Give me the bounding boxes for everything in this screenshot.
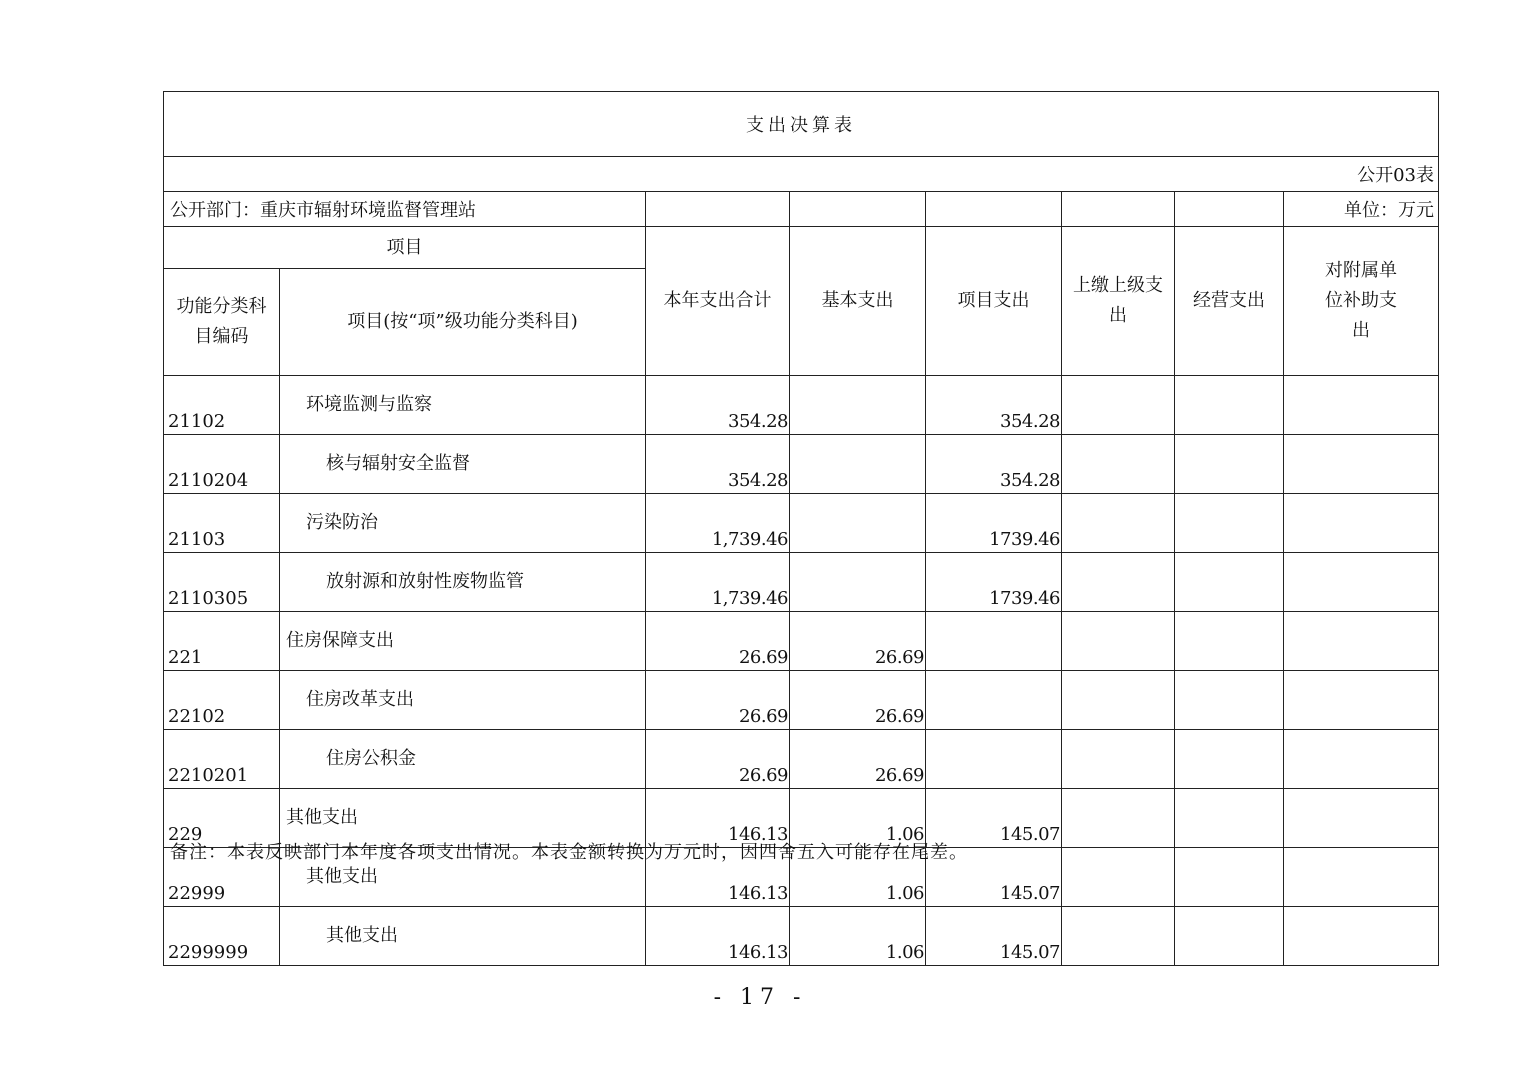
row-name: 污染防治	[280, 494, 646, 553]
row-project: 145.07	[926, 848, 1062, 907]
row-basic: 1.06	[790, 907, 926, 966]
row-project: 1739.46	[926, 553, 1062, 612]
expenditure-table	[163, 91, 1439, 966]
row-name: 环境监测与监察	[280, 376, 646, 435]
table-row	[164, 671, 1439, 730]
row-total: 1,739.46	[646, 494, 790, 553]
row-name: 放射源和放射性废物监管	[280, 553, 646, 612]
row-basic: 26.69	[790, 671, 926, 730]
row-business	[1175, 907, 1284, 966]
row-name: 住房公积金	[280, 730, 646, 789]
row-name: 住房保障支出	[280, 612, 646, 671]
row-subsidy	[1284, 789, 1439, 848]
meta-cell	[646, 192, 790, 227]
row-basic: 1.06	[790, 848, 926, 907]
row-name: 核与辐射安全监督	[280, 435, 646, 494]
row-basic	[790, 553, 926, 612]
row-project: 145.07	[926, 907, 1062, 966]
row-basic: 26.69	[790, 730, 926, 789]
row-code: 21102	[164, 376, 280, 435]
row-business	[1175, 671, 1284, 730]
header-item-group: 项目	[164, 227, 646, 269]
row-subsidy	[1284, 553, 1439, 612]
row-code: 22102	[164, 671, 280, 730]
header-project: 项目支出	[926, 227, 1062, 376]
row-total: 146.13	[646, 848, 790, 907]
row-total: 26.69	[646, 671, 790, 730]
row-subsidy	[1284, 376, 1439, 435]
row-business	[1175, 553, 1284, 612]
row-name: 其他支出	[280, 848, 646, 907]
row-project: 354.28	[926, 376, 1062, 435]
row-business	[1175, 730, 1284, 789]
table-row	[164, 612, 1439, 671]
table-row	[164, 907, 1439, 966]
table-row	[164, 730, 1439, 789]
meta-cell	[1062, 192, 1175, 227]
row-code: 22999	[164, 848, 280, 907]
row-project	[926, 612, 1062, 671]
table-row	[164, 376, 1439, 435]
row-name: 其他支出	[280, 789, 646, 848]
row-business	[1175, 612, 1284, 671]
row-basic	[790, 494, 926, 553]
table-row	[164, 553, 1439, 612]
row-remit	[1062, 435, 1175, 494]
row-remit	[1062, 612, 1175, 671]
row-subsidy	[1284, 612, 1439, 671]
row-basic	[790, 376, 926, 435]
row-code: 21103	[164, 494, 280, 553]
row-code: 229	[164, 789, 280, 848]
row-subsidy	[1284, 494, 1439, 553]
row-total: 1,739.46	[646, 553, 790, 612]
row-remit	[1062, 907, 1175, 966]
row-total: 26.69	[646, 612, 790, 671]
row-business	[1175, 789, 1284, 848]
row-project: 354.28	[926, 435, 1062, 494]
row-code: 2110305	[164, 553, 280, 612]
row-project: 145.07	[926, 789, 1062, 848]
row-subsidy	[1284, 671, 1439, 730]
header-business: 经营支出	[1175, 227, 1284, 376]
row-project	[926, 671, 1062, 730]
meta-cell	[926, 192, 1062, 227]
row-code: 221	[164, 612, 280, 671]
row-name: 其他支出	[280, 907, 646, 966]
row-business	[1175, 435, 1284, 494]
row-total: 354.28	[646, 376, 790, 435]
row-remit	[1062, 730, 1175, 789]
table-row	[164, 494, 1439, 553]
header-code: 功能分类科目编码	[164, 269, 280, 376]
row-remit	[1062, 494, 1175, 553]
row-code: 2299999	[164, 907, 280, 966]
row-subsidy	[1284, 907, 1439, 966]
row-remit	[1062, 376, 1175, 435]
row-basic	[790, 435, 926, 494]
row-total: 354.28	[646, 435, 790, 494]
header-name: 项目(按“项”级功能分类科目)	[280, 269, 646, 376]
row-name: 住房改革支出	[280, 671, 646, 730]
header-total: 本年支出合计	[646, 227, 790, 376]
row-project: 1739.46	[926, 494, 1062, 553]
row-total: 146.13	[646, 907, 790, 966]
table-row	[164, 435, 1439, 494]
row-basic: 26.69	[790, 612, 926, 671]
row-business	[1175, 494, 1284, 553]
meta-cell	[1175, 192, 1284, 227]
unit-label: 单位：万元	[1284, 192, 1439, 227]
row-business	[1175, 848, 1284, 907]
department-label: 公开部门：重庆市辐射环境监督管理站	[164, 192, 646, 227]
row-total: 146.13	[646, 789, 790, 848]
row-code: 2210201	[164, 730, 280, 789]
page-number: - 17 -	[713, 985, 807, 1010]
row-remit	[1062, 553, 1175, 612]
header-subsidy: 对附属单位补助支出	[1284, 227, 1439, 376]
header-basic: 基本支出	[790, 227, 926, 376]
row-basic: 1.06	[790, 789, 926, 848]
row-remit	[1062, 671, 1175, 730]
row-remit	[1062, 848, 1175, 907]
row-subsidy	[1284, 435, 1439, 494]
row-total: 26.69	[646, 730, 790, 789]
table-number: 公开03表	[164, 157, 1439, 192]
row-subsidy	[1284, 730, 1439, 789]
meta-cell	[790, 192, 926, 227]
table-title: 支出决算表	[164, 92, 1439, 157]
row-subsidy	[1284, 848, 1439, 907]
footnote: 备注：本表反映部门本年度各项支出情况。本表金额转换为万元时，因四舍五入可能存在尾差。	[170, 842, 968, 863]
row-business	[1175, 376, 1284, 435]
row-project	[926, 730, 1062, 789]
header-remit: 上缴上级支出	[1062, 227, 1175, 376]
row-remit	[1062, 789, 1175, 848]
row-code: 2110204	[164, 435, 280, 494]
